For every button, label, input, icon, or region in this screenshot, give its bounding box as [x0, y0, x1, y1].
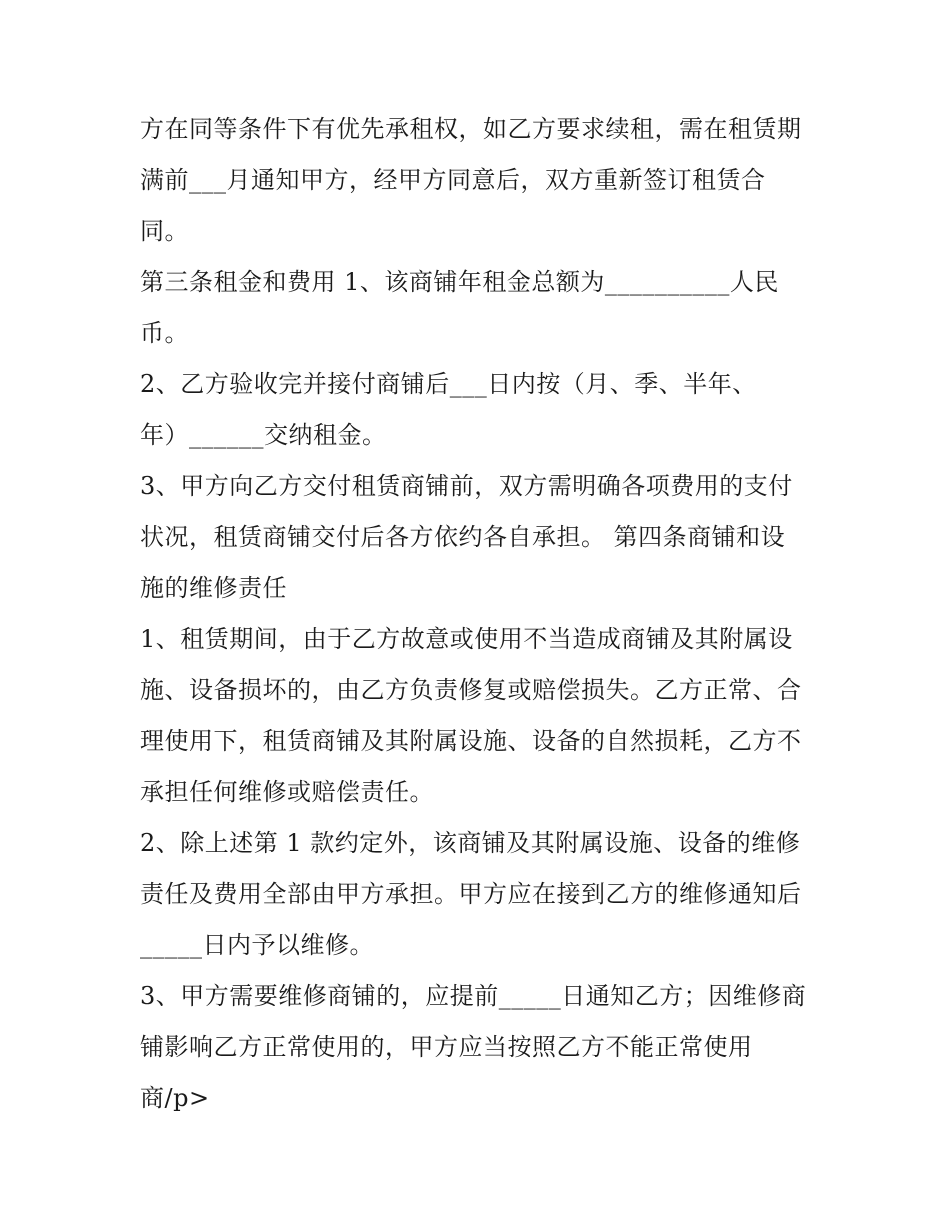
text-line: 施的维修责任: [140, 574, 287, 602]
text-line: 2、除上述第 1 款约定外，该商铺及其附属设施、设备的维修: [140, 829, 801, 857]
text-line: 第三条租金和费用 1、该商铺年租金总额为__________人民: [140, 268, 779, 296]
text-line: 承担任何维修或赔偿责任。: [140, 778, 434, 806]
contract-text: [140, 104, 820, 1124]
text-line: 施、设备损坏的，由乙方负责修复或赔偿损失。乙方正常、合: [140, 676, 802, 704]
text-line: 2、乙方验收完并接付商铺后___日内按（月、季、半年、: [140, 370, 757, 398]
text-line: 同。: [140, 217, 189, 245]
text-line: 1、租赁期间，由于乙方故意或使用不当造成商铺及其附属设: [140, 625, 793, 653]
text-line: 责任及费用全部由甲方承担。甲方应在接到乙方的维修通知后: [140, 880, 802, 908]
text-line: _____日内予以维修。: [140, 931, 374, 959]
text-line: 理使用下，租赁商铺及其附属设施、设备的自然损耗，乙方不: [140, 727, 802, 755]
text-line: 方在同等条件下有优先承租权，如乙方要求续租，需在租赁期: [140, 115, 802, 143]
text-line: 3、甲方需要维修商铺的，应提前_____日通知乙方；因维修商: [140, 982, 807, 1010]
text-line: 币。: [140, 319, 189, 347]
text-line: 年）______交纳租金。: [140, 421, 387, 449]
text-line: 商/p>: [140, 1084, 210, 1112]
text-line: 铺影响乙方正常使用的，甲方应当按照乙方不能正常使用: [140, 1033, 753, 1061]
text-line: 3、甲方向乙方交付租赁商铺前，双方需明确各项费用的支付: [140, 472, 793, 500]
text-line: 满前___月通知甲方，经甲方同意后，双方重新签订租赁合: [140, 166, 766, 194]
text-line: 状况，租赁商铺交付后各方依约各自承担。 第四条商铺和设: [140, 523, 786, 551]
